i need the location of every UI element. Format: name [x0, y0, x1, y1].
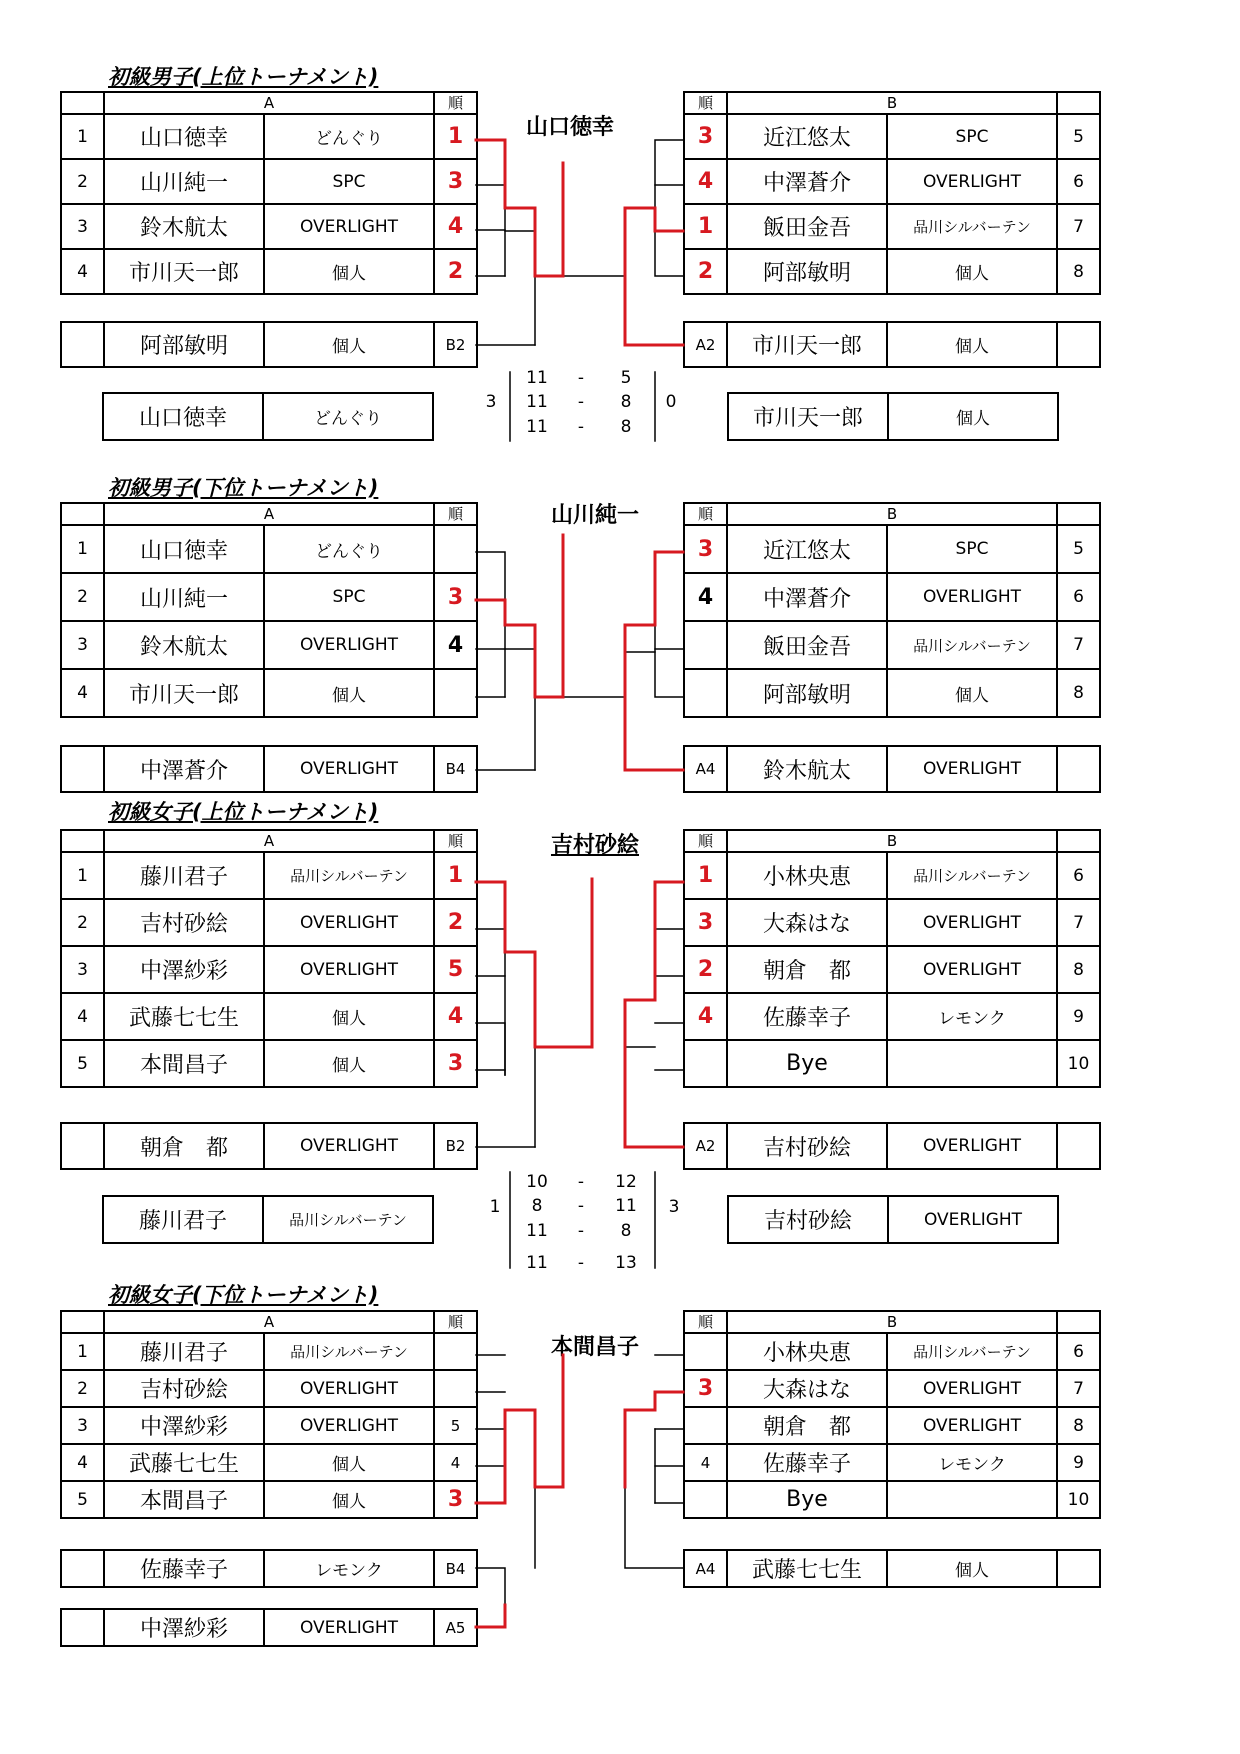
player-name: 朝倉 都: [727, 946, 887, 993]
player-number: 7: [1057, 1370, 1100, 1407]
player-name: 大森はな: [727, 899, 887, 946]
section-title: 初級男子(下位トーナメント): [108, 476, 379, 500]
player-name: 近江悠太: [727, 525, 887, 573]
seed-code: A2: [684, 1123, 727, 1169]
player-number: 6: [1057, 1333, 1100, 1370]
player-club: 個人: [887, 249, 1057, 294]
player-number: 5: [1057, 525, 1100, 573]
player-club: OVERLIGHT: [264, 899, 434, 946]
player-club: OVERLIGHT: [887, 573, 1057, 621]
player-rank: 5: [434, 946, 477, 993]
player-club: OVERLIGHT: [888, 1196, 1058, 1243]
section-title: 初級男子(上位トーナメント): [108, 65, 379, 89]
score-dash: -: [577, 417, 585, 437]
player-number: 5: [1057, 114, 1100, 159]
score-dash: -: [577, 1196, 585, 1216]
player-rank: 3: [434, 159, 477, 204]
player-number: 1: [61, 525, 104, 573]
player-name: 朝倉 都: [727, 1407, 887, 1444]
player-club: OVERLIGHT: [264, 204, 434, 249]
player-club: 個人: [264, 1481, 434, 1518]
player-name: 吉村砂絵: [727, 1123, 887, 1169]
player-name: 佐藤幸子: [104, 1550, 264, 1587]
player-rank: 2: [684, 249, 727, 294]
player-number: 3: [61, 1407, 104, 1444]
winner-name: 山川純一: [550, 503, 639, 528]
player-club: OVERLIGHT: [264, 1123, 434, 1169]
player-rank: 1: [434, 852, 477, 899]
player-number: 7: [1057, 204, 1100, 249]
player-number: 6: [1057, 159, 1100, 204]
player-name: 鈴木航太: [104, 621, 264, 669]
player-club: どんぐり: [263, 393, 433, 440]
game-score-left: 8: [531, 1196, 543, 1216]
player-name: 飯田金吾: [727, 204, 887, 249]
player-rank: 3: [434, 1040, 477, 1087]
column-header-b: B: [727, 92, 1057, 114]
rank-header: 順: [684, 503, 727, 525]
player-club: 個人: [264, 1444, 434, 1481]
player-club: 個人: [887, 1550, 1057, 1587]
player-club: SPC: [264, 159, 434, 204]
seed-code: A4: [684, 746, 727, 792]
player-rank: 4: [684, 993, 727, 1040]
player-club: 品川シルバーテン: [887, 1333, 1057, 1370]
player-club: 個人: [888, 393, 1058, 440]
player-name: Bye: [727, 1481, 887, 1518]
player-rank: 4: [684, 573, 727, 621]
rank-header: 順: [684, 830, 727, 852]
player-number: 4: [61, 669, 104, 717]
sets-won-right: 0: [665, 392, 677, 412]
player-club: SPC: [887, 114, 1057, 159]
player-club: レモンク: [264, 1550, 434, 1587]
player-club: 個人: [887, 322, 1057, 367]
player-club: 個人: [887, 669, 1057, 717]
player-number: 6: [1057, 852, 1100, 899]
rank-header: 順: [434, 92, 477, 114]
player-name: 佐藤幸子: [727, 993, 887, 1040]
game-score-left: 11: [526, 1221, 548, 1241]
player-club: OVERLIGHT: [264, 946, 434, 993]
player-name: Bye: [727, 1040, 887, 1087]
player-rank: 5: [434, 1407, 477, 1444]
player-name: 本間昌子: [104, 1040, 264, 1087]
player-club: SPC: [264, 573, 434, 621]
player-name: 小林央恵: [727, 852, 887, 899]
player-club: どんぐり: [264, 525, 434, 573]
sets-won-left: 1: [489, 1197, 501, 1217]
player-name: 阿部敏明: [727, 249, 887, 294]
player-rank: 4: [684, 159, 727, 204]
seed-code: B4: [434, 746, 477, 792]
rank-header: 順: [434, 503, 477, 525]
player-name: 中澤蒼介: [104, 746, 264, 792]
player-club: 品川シルバーテン: [264, 1333, 434, 1370]
player-number: 8: [1057, 1407, 1100, 1444]
player-name: 武藤七七生: [104, 993, 264, 1040]
player-rank: 1: [434, 114, 477, 159]
winner-name: 本間昌子: [550, 1335, 639, 1360]
player-number: 10: [1057, 1481, 1100, 1518]
player-club: OVERLIGHT: [887, 1123, 1057, 1169]
player-number: 8: [1057, 669, 1100, 717]
score-dash: -: [577, 1172, 585, 1192]
player-name: 山口徳幸: [104, 114, 264, 159]
player-club: 品川シルバーテン: [264, 852, 434, 899]
player-rank: 2: [684, 946, 727, 993]
column-header-a: A: [104, 1311, 434, 1333]
player-number: 1: [61, 1333, 104, 1370]
player-number: 2: [61, 899, 104, 946]
score-dash: -: [577, 1253, 585, 1273]
player-rank: 4: [434, 204, 477, 249]
player-club: 品川シルバーテン: [263, 1196, 433, 1243]
player-rank: 1: [684, 852, 727, 899]
column-header-a: A: [104, 830, 434, 852]
player-club: OVERLIGHT: [887, 159, 1057, 204]
player-club: レモンク: [887, 1444, 1057, 1481]
player-name: 武藤七七生: [104, 1444, 264, 1481]
player-rank: 3: [434, 1481, 477, 1518]
player-number: 8: [1057, 249, 1100, 294]
player-number: 3: [61, 621, 104, 669]
section-title: 初級女子(下位トーナメント): [108, 1283, 379, 1307]
player-number: 5: [61, 1040, 104, 1087]
seed-code: B2: [434, 1123, 477, 1169]
score-dash: -: [577, 368, 585, 388]
player-club: レモンク: [887, 993, 1057, 1040]
player-club: OVERLIGHT: [887, 1370, 1057, 1407]
player-name: 小林央恵: [727, 1333, 887, 1370]
player-number: 2: [61, 573, 104, 621]
player-club: OVERLIGHT: [264, 1407, 434, 1444]
player-number: 7: [1057, 899, 1100, 946]
column-header-b: B: [727, 1311, 1057, 1333]
player-name: 大森はな: [727, 1370, 887, 1407]
player-number: 3: [61, 946, 104, 993]
bracket-section-1: [476, 140, 683, 441]
player-number: 9: [1057, 993, 1100, 1040]
player-name: 鈴木航太: [104, 204, 264, 249]
column-header-a: A: [104, 92, 434, 114]
player-number: 1: [61, 852, 104, 899]
player-rank: 1: [684, 204, 727, 249]
seed-code: A5: [434, 1609, 477, 1646]
player-name: 中澤紗彩: [104, 946, 264, 993]
player-name: 市川天一郎: [727, 322, 887, 367]
player-rank: 2: [434, 249, 477, 294]
player-club: 個人: [264, 1040, 434, 1087]
player-club: OVERLIGHT: [887, 746, 1057, 792]
player-name: 中澤紗彩: [104, 1407, 264, 1444]
player-club: OVERLIGHT: [264, 621, 434, 669]
player-rank: 3: [684, 525, 727, 573]
player-name: 近江悠太: [727, 114, 887, 159]
winner-name: 山口徳幸: [525, 115, 614, 140]
player-name: 飯田金吾: [727, 621, 887, 669]
seed-code: B2: [434, 322, 477, 367]
winner-name: 吉村砂絵: [550, 833, 639, 858]
sets-won-right: 3: [668, 1197, 680, 1217]
player-club: 品川シルバーテン: [887, 204, 1057, 249]
game-score-right: 8: [620, 392, 632, 412]
seed-code: B4: [434, 1550, 477, 1587]
section-title: 初級女子(上位トーナメント): [108, 800, 379, 824]
player-rank: 3: [684, 899, 727, 946]
sets-won-left: 3: [485, 392, 497, 412]
player-name: 阿部敏明: [104, 322, 264, 367]
player-name: 吉村砂絵: [104, 1370, 264, 1407]
player-number: 9: [1057, 1444, 1100, 1481]
column-header-a: A: [104, 503, 434, 525]
seed-code: A4: [684, 1550, 727, 1587]
rank-header: 順: [434, 1311, 477, 1333]
player-number: 4: [61, 993, 104, 1040]
game-score-right: 11: [615, 1196, 637, 1216]
player-name: 藤川君子: [104, 852, 264, 899]
score-dash: -: [577, 392, 585, 412]
column-header-b: B: [727, 830, 1057, 852]
player-name: 山川純一: [104, 573, 264, 621]
score-dash: -: [577, 1221, 585, 1241]
player-number: 2: [61, 1370, 104, 1407]
player-number: 2: [61, 159, 104, 204]
player-rank: 2: [434, 899, 477, 946]
rank-header: 順: [434, 830, 477, 852]
rank-header: 順: [684, 92, 727, 114]
player-rank: 3: [684, 114, 727, 159]
game-score-left: 10: [526, 1172, 548, 1192]
player-club: OVERLIGHT: [887, 946, 1057, 993]
player-rank: 4: [684, 1444, 727, 1481]
player-club: OVERLIGHT: [264, 1370, 434, 1407]
player-name: 佐藤幸子: [727, 1444, 887, 1481]
game-score-right: 13: [615, 1253, 637, 1273]
player-rank: 4: [434, 621, 477, 669]
player-name: 朝倉 都: [104, 1123, 264, 1169]
player-name: 阿部敏明: [727, 669, 887, 717]
player-club: 個人: [264, 669, 434, 717]
player-rank: 4: [434, 1444, 477, 1481]
player-club: 個人: [264, 993, 434, 1040]
player-name: 吉村砂絵: [728, 1196, 888, 1243]
player-number: 6: [1057, 573, 1100, 621]
game-score-left: 11: [526, 368, 548, 388]
player-number: 5: [61, 1481, 104, 1518]
player-name: 武藤七七生: [727, 1550, 887, 1587]
player-club: OVERLIGHT: [264, 746, 434, 792]
player-name: 山口徳幸: [104, 525, 264, 573]
game-score-right: 8: [620, 417, 632, 437]
player-club: 個人: [264, 249, 434, 294]
player-number: 10: [1057, 1040, 1100, 1087]
game-score-right: 5: [620, 368, 632, 388]
player-name: 本間昌子: [104, 1481, 264, 1518]
game-score-left: 11: [526, 417, 548, 437]
player-club: OVERLIGHT: [264, 1609, 434, 1646]
player-name: 藤川君子: [104, 1333, 264, 1370]
player-number: 4: [61, 1444, 104, 1481]
rank-header: 順: [684, 1311, 727, 1333]
player-name: 鈴木航太: [727, 746, 887, 792]
player-number: 1: [61, 114, 104, 159]
player-club: SPC: [887, 525, 1057, 573]
player-name: 市川天一郎: [104, 669, 264, 717]
player-number: 4: [61, 249, 104, 294]
seed-code: A2: [684, 322, 727, 367]
player-number: 8: [1057, 946, 1100, 993]
game-score-left: 11: [526, 392, 548, 412]
game-score-right: 12: [615, 1172, 637, 1192]
player-name: 吉村砂絵: [104, 899, 264, 946]
player-name: 中澤蒼介: [727, 159, 887, 204]
game-score-right: 8: [620, 1221, 632, 1241]
player-name: 中澤紗彩: [104, 1609, 264, 1646]
player-name: 市川天一郎: [728, 393, 888, 440]
player-number: 7: [1057, 621, 1100, 669]
player-club: 品川シルバーテン: [887, 621, 1057, 669]
player-name: 山川純一: [104, 159, 264, 204]
player-name: 市川天一郎: [104, 249, 264, 294]
player-name: 藤川君子: [103, 1196, 263, 1243]
player-name: 山口徳幸: [103, 393, 263, 440]
player-club: 品川シルバーテン: [887, 852, 1057, 899]
player-rank: 3: [434, 573, 477, 621]
game-score-left: 11: [526, 1253, 548, 1273]
player-club: OVERLIGHT: [887, 1407, 1057, 1444]
player-club: OVERLIGHT: [887, 899, 1057, 946]
player-rank: 4: [434, 993, 477, 1040]
player-number: 3: [61, 204, 104, 249]
player-name: 中澤蒼介: [727, 573, 887, 621]
player-club: 個人: [264, 322, 434, 367]
player-rank: 3: [684, 1370, 727, 1407]
player-club: どんぐり: [264, 114, 434, 159]
column-header-b: B: [727, 503, 1057, 525]
